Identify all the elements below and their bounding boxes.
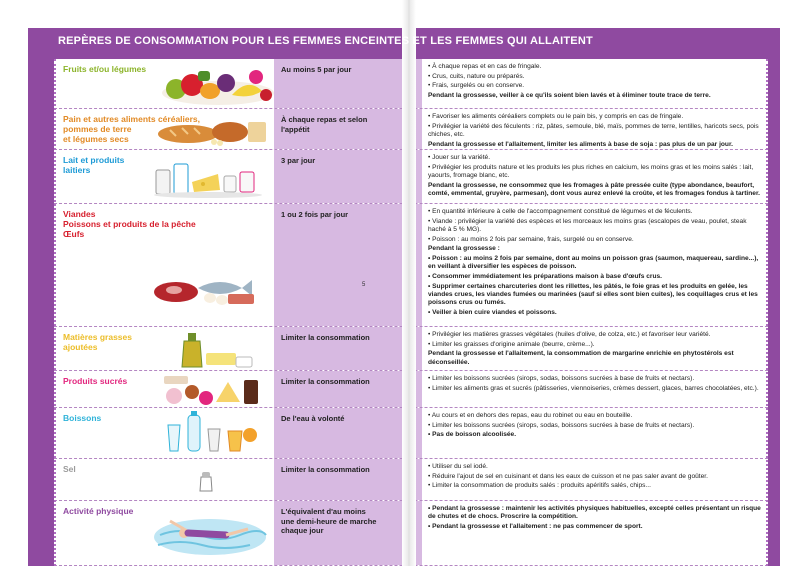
- frequency-label: [281, 333, 391, 343]
- category-cell: [54, 59, 274, 108]
- advice-cell: [422, 371, 768, 407]
- category-cell: [54, 501, 274, 565]
- advice-item: • Utiliser du sel iodé.: [428, 463, 488, 470]
- advice-item: Pendant la grossesse, ne consommez que les fromages à pâte pressée cuite (type abondance, beaufort, comté, emmental, gruyère, parmesan), dont vous aurez enlevé la croûte, et les fromages fondus à tartiner.: [428, 181, 760, 197]
- category-line: Matières grasses: [63, 332, 132, 342]
- category-label: [63, 464, 268, 474]
- advice-item: • Favoriser les aliments céréaliers complets ou le pain bis, y compris en cas de fringale.: [428, 113, 684, 120]
- advice-item: • Veiller à bien cuire viandes et poissons.: [428, 308, 557, 316]
- frequency-cell: [274, 150, 394, 203]
- advice-item: Pendant la grossesse, veiller à ce qu'ils soient bien lavés et à éliminer toute trace de terre.: [428, 92, 711, 100]
- advice-list: [428, 505, 764, 533]
- frequency-label: [281, 65, 391, 75]
- advice-cell: [422, 150, 768, 203]
- category-line: Activité physique: [63, 506, 134, 516]
- advice-list: [428, 412, 764, 441]
- frequency-line: Au moins 5 par jour: [281, 65, 352, 74]
- frequency-line: Limiter la consommation: [281, 377, 370, 386]
- category-cell: [54, 408, 274, 458]
- page-title: REPÈRES DE CONSOMMATION POUR LES FEMMES ENCEINTES ET LES FEMMES QUI ALLAITENT: [58, 35, 593, 47]
- page-mark: 5: [362, 282, 366, 288]
- category-line: ajoutées: [63, 342, 98, 352]
- frequency-cell: [274, 109, 394, 149]
- frequency-label: [281, 507, 391, 536]
- advice-item: • Réduire l'ajout de sel en cuisinant et dans les eaux de cuisson et ne pas saler avant de goûter.: [428, 472, 708, 480]
- frequency-cell: [274, 371, 394, 407]
- category-label: [63, 209, 268, 239]
- advice-cell: [422, 59, 768, 108]
- frequency-cell: [274, 501, 394, 565]
- advice-item: • Pas de boisson alcoolisée.: [428, 431, 517, 439]
- category-line: Poissons et produits de la pêche: [63, 219, 196, 229]
- advice-item: • Consommer immédiatement les préparations maison à base d'œufs crus.: [428, 272, 662, 280]
- bread-cereals-icon: [152, 112, 272, 153]
- advice-item: Pendant la grossesse :: [428, 245, 500, 253]
- category-cell: [54, 371, 274, 407]
- advice-item: • À chaque repas et en cas de fringale.: [428, 63, 542, 70]
- advice-cell: [422, 408, 768, 458]
- frequency-line: chaque jour: [281, 526, 324, 535]
- category-cell: [54, 327, 274, 370]
- dairy-products-icon: [148, 158, 268, 203]
- frequency-line: une demi-heure de marche: [281, 516, 377, 526]
- category-cell: [54, 204, 274, 326]
- category-line: Pain et autres aliments céréaliers,: [63, 114, 201, 124]
- advice-cell: [422, 459, 768, 500]
- frequency-line: De l'eau à volonté: [281, 414, 345, 423]
- advice-list: [428, 63, 764, 102]
- advice-item: • Supprimer certaines charcuteries dont les rillettes, les pâtés, le foie gras et les produits en gelée, les viandes crues, les viandes fumées ou marinées (sauf si elles sont bien cuites), les coquillages crus et les poissons crus ou fumés.: [428, 282, 758, 307]
- frequency-line: Limiter la consommation: [281, 465, 370, 474]
- frequency-cell: [274, 408, 394, 458]
- category-cell: [54, 459, 274, 500]
- frequency-line: L'équivalent d'au moins: [281, 507, 366, 516]
- advice-list: [428, 375, 764, 394]
- advice-item: • Limiter les boissons sucrées (sirops, sodas, boissons sucrées à base de fruits et nectars).: [428, 421, 695, 429]
- advice-item: • Limiter les boissons sucrées (sirops, sodas, boissons sucrées à base de fruits et nectars).: [428, 375, 695, 382]
- frequency-line: Limiter la consommation: [281, 333, 370, 342]
- advice-item: • Limiter les graisses d'origine animale (beurre, crème...).: [428, 340, 595, 348]
- advice-cell: [422, 204, 768, 326]
- frequency-cell: [274, 327, 394, 370]
- frequency-cell: [274, 459, 394, 500]
- advice-item: • Limiter les aliments gras et sucrés (pâtisseries, viennoiseries, crèmes dessert, glaces, barres chocolatées, etc.).: [428, 384, 759, 392]
- category-line: Sel: [63, 464, 76, 474]
- fruits-vegetables-icon: [158, 63, 278, 112]
- salt-shaker-icon: [196, 469, 216, 498]
- drinks-icon: [158, 411, 268, 460]
- frequency-line: 1 ou 2 fois par jour: [281, 210, 349, 219]
- advice-list: [428, 154, 764, 200]
- frequency-label: [281, 377, 391, 387]
- advice-list: [428, 463, 764, 492]
- advice-item: • Frais, surgelés ou en conserve.: [428, 82, 525, 90]
- page-fold: [402, 0, 416, 566]
- category-line: Œufs: [63, 229, 85, 239]
- advice-cell: [422, 327, 768, 370]
- advice-item: • Privilégier les matières grasses végétales (huiles d'olive, de colza, etc.) et favoriser leur variété.: [428, 331, 711, 338]
- frequency-label: [281, 156, 391, 166]
- frequency-cell: [274, 59, 394, 108]
- sweets-icon: [158, 372, 268, 413]
- advice-list: [428, 113, 764, 150]
- advice-item: Pendant la grossesse et l'allaitement, limiter les aliments à base de soja : pas plus de un par jour.: [428, 140, 733, 148]
- advice-item: • Privilégier les produits nature et les produits les plus riches en calcium, les moins gras et les moins salés : lait, yaourts, fromage blanc, etc.: [428, 163, 754, 179]
- category-cell: [54, 150, 274, 203]
- advice-item: • Limiter la consommation de produits salés : produits apéritifs salés, chips...: [428, 482, 651, 490]
- category-line: pommes de terre: [63, 124, 132, 134]
- advice-item: • Jouer sur la variété.: [428, 154, 491, 161]
- advice-cell: [422, 109, 768, 149]
- category-line: Viandes: [63, 209, 96, 219]
- advice-item: • Poisson : au moins 2 fois par semaine, dont au moins un poisson gras (saumon, maquereau, sardine...), en veillant à diversifier les espèces de poisson.: [428, 255, 759, 271]
- category-line: Lait et produits: [63, 155, 125, 165]
- advice-list: [428, 331, 764, 368]
- frequency-line: 3 par jour: [281, 156, 316, 165]
- advice-item: • Au cours et en dehors des repas, eau du robinet ou eau en bouteille.: [428, 412, 633, 419]
- advice-item: • Privilégier la variété des féculents : riz, pâtes, semoule, blé, maïs, pommes de terre, lentilles, haricots secs, pois chiches, etc.: [428, 122, 759, 138]
- advice-cell: [422, 501, 768, 565]
- meat-fish-eggs-icon: [148, 268, 268, 313]
- advice-item: • Viande : privilégier la variété des espèces et les morceaux les moins gras (escalopes de veau, poulet, steak haché à 5 % MG).: [428, 217, 747, 233]
- category-line: Fruits et/ou légumes: [63, 64, 147, 74]
- category-line: Boissons: [63, 413, 102, 423]
- category-line: et légumes secs: [63, 134, 129, 144]
- frequency-label: [281, 115, 391, 134]
- advice-item: Pendant la grossesse et l'allaitement, la consommation de margarine enrichie en phytostérols est déconseillée.: [428, 350, 734, 366]
- swimmer-icon: [150, 509, 270, 564]
- advice-item: • Crus, cuits, nature ou préparés.: [428, 72, 525, 80]
- advice-item: • Poisson : au moins 2 fois par semaine, frais, surgelé ou en conserve.: [428, 235, 634, 243]
- category-cell: [54, 109, 274, 149]
- frequency-line: À chaque repas et selon l'appétit: [281, 115, 368, 134]
- category-line: laitiers: [63, 165, 91, 175]
- frequency-label: [281, 210, 391, 220]
- oil-butter-icon: [172, 329, 262, 374]
- frequency-cell: [274, 204, 394, 326]
- advice-item: • Pendant la grossesse : maintenir les activités physiques habituelles, excepté celles présentant un risque de chutes et de chocs. Proscrire la compétition.: [428, 505, 761, 521]
- category-line: Produits sucrés: [63, 376, 128, 386]
- frequency-label: [281, 465, 391, 475]
- advice-item: • Pendant la grossesse et l'allaitement : ne pas commencer de sport.: [428, 522, 643, 530]
- advice-item: • En quantité inférieure à celle de l'accompagnement constitué de légumes et de féculents.: [428, 208, 693, 215]
- advice-list: [428, 208, 764, 318]
- frequency-label: [281, 414, 391, 424]
